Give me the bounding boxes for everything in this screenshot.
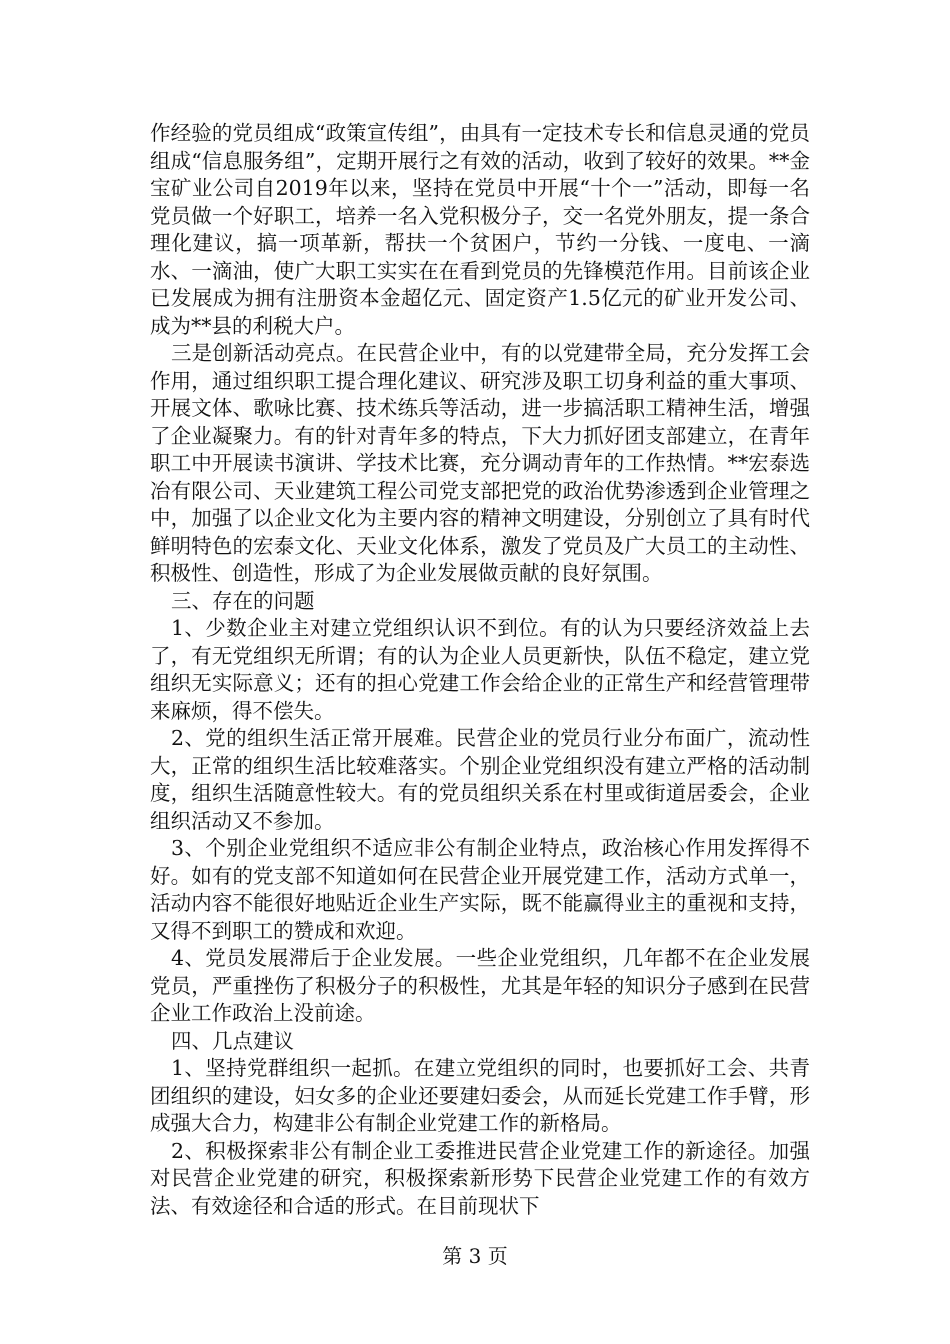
page-number-footer: 第 3 页 bbox=[442, 1244, 508, 1268]
paragraph-continuation: 作经验的党员组成“政策宣传组”，由具有一定技术专长和信息灵通的党员组成“信息服务组”，定期开展行之有效的活动，收到了较好的效果。**金宝矿业公司自2019年以来，坚持在党员中开展“十个一”活动，即每一名党员做一个好职工，培养一名入党积极分子，交一名党外朋友，提一条合理化建议，搞一项革新，帮扶一个贫困户，节约一分钱、一度电、一滴水、一滴油，使广大职工实实在在看到党员的先锋模范作用。目前该企业已发展成为拥有注册资本金超亿元、固定资产1.5亿元的矿业开发公司、成为**县的利税大户。 bbox=[150, 121, 810, 338]
paragraph-problem-4: 4、党员发展滞后于企业发展。一些企业党组织，几年都不在企业发展党员，严重挫伤了积极分子的积极性，尤其是年轻的知识分子感到在民营企业工作政治上没前途。 bbox=[150, 946, 810, 1025]
paragraph-problem-1: 1、少数企业主对建立党组织认识不到位。有的认为只要经济效益上去了，有无党组织无所谓；有的认为企业人员更新快，队伍不稳定，建立党组织无实际意义；还有的担心党建工作会给企业的正常生产和经营管理带来麻烦，得不偿失。 bbox=[150, 616, 810, 723]
paragraph-suggestion-1: 1、坚持党群组织一起抓。在建立党组织的同时，也要抓好工会、共青团组织的建设，妇女多的企业还要建妇委会，从而延长党建工作手臂，形成强大合力，构建非公有制企业党建工作的新格局。 bbox=[150, 1056, 810, 1135]
paragraph-innovation-highlights: 三是创新活动亮点。在民营企业中，有的以党建带全局，充分发挥工会作用，通过组织职工提合理化建议、研究涉及职工切身利益的重大事项、开展文体、歌咏比赛、技术练兵等活动，进一步搞活职工精神生活，增强了企业凝聚力。有的针对青年多的特点，下大力抓好团支部建立，在青年职工中开展读书演讲、学技术比赛，充分调动青年的工作热情。**宏泰选冶有限公司、天业建筑工程公司党支部把党的政治优势渗透到企业管理之中，加强了以企业文化为主要内容的精神文明建设，分别创立了具有时代鲜明特色的宏泰文化、天业文化体系，激发了党员及广大员工的主动性、积极性、创造性，形成了为企业发展做贡献的良好氛围。 bbox=[150, 341, 810, 585]
section-heading-suggestions: 四、几点建议 bbox=[171, 1028, 294, 1053]
paragraph-problem-3: 3、个别企业党组织不适应非公有制企业特点，政治核心作用发挥得不好。如有的党支部不知道如何在民营企业开展党建工作，活动方式单一，活动内容不能很好地贴近企业生产实际，既不能赢得业主的重视和支持，又得不到职工的赞成和欢迎。 bbox=[150, 836, 810, 943]
paragraph-suggestion-2: 2、积极探索非公有制企业工委推进民营企业党建工作的新途径。加强对民营企业党建的研究，积极探索新形势下民营企业党建工作的有效方法、有效途径和合适的形式。在目前现状下 bbox=[150, 1138, 810, 1218]
document-body bbox=[150, 120, 810, 1220]
section-heading-problems: 三、存在的问题 bbox=[171, 588, 315, 613]
paragraph-problem-2: 2、党的组织生活正常开展难。民营企业的党员行业分布面广，流动性大，正常的组织生活比较难落实。个别企业党组织没有建立严格的活动制度，组织生活随意性较大。有的党员组织关系在村里或街道居委会，企业组织活动又不参加。 bbox=[150, 726, 810, 833]
